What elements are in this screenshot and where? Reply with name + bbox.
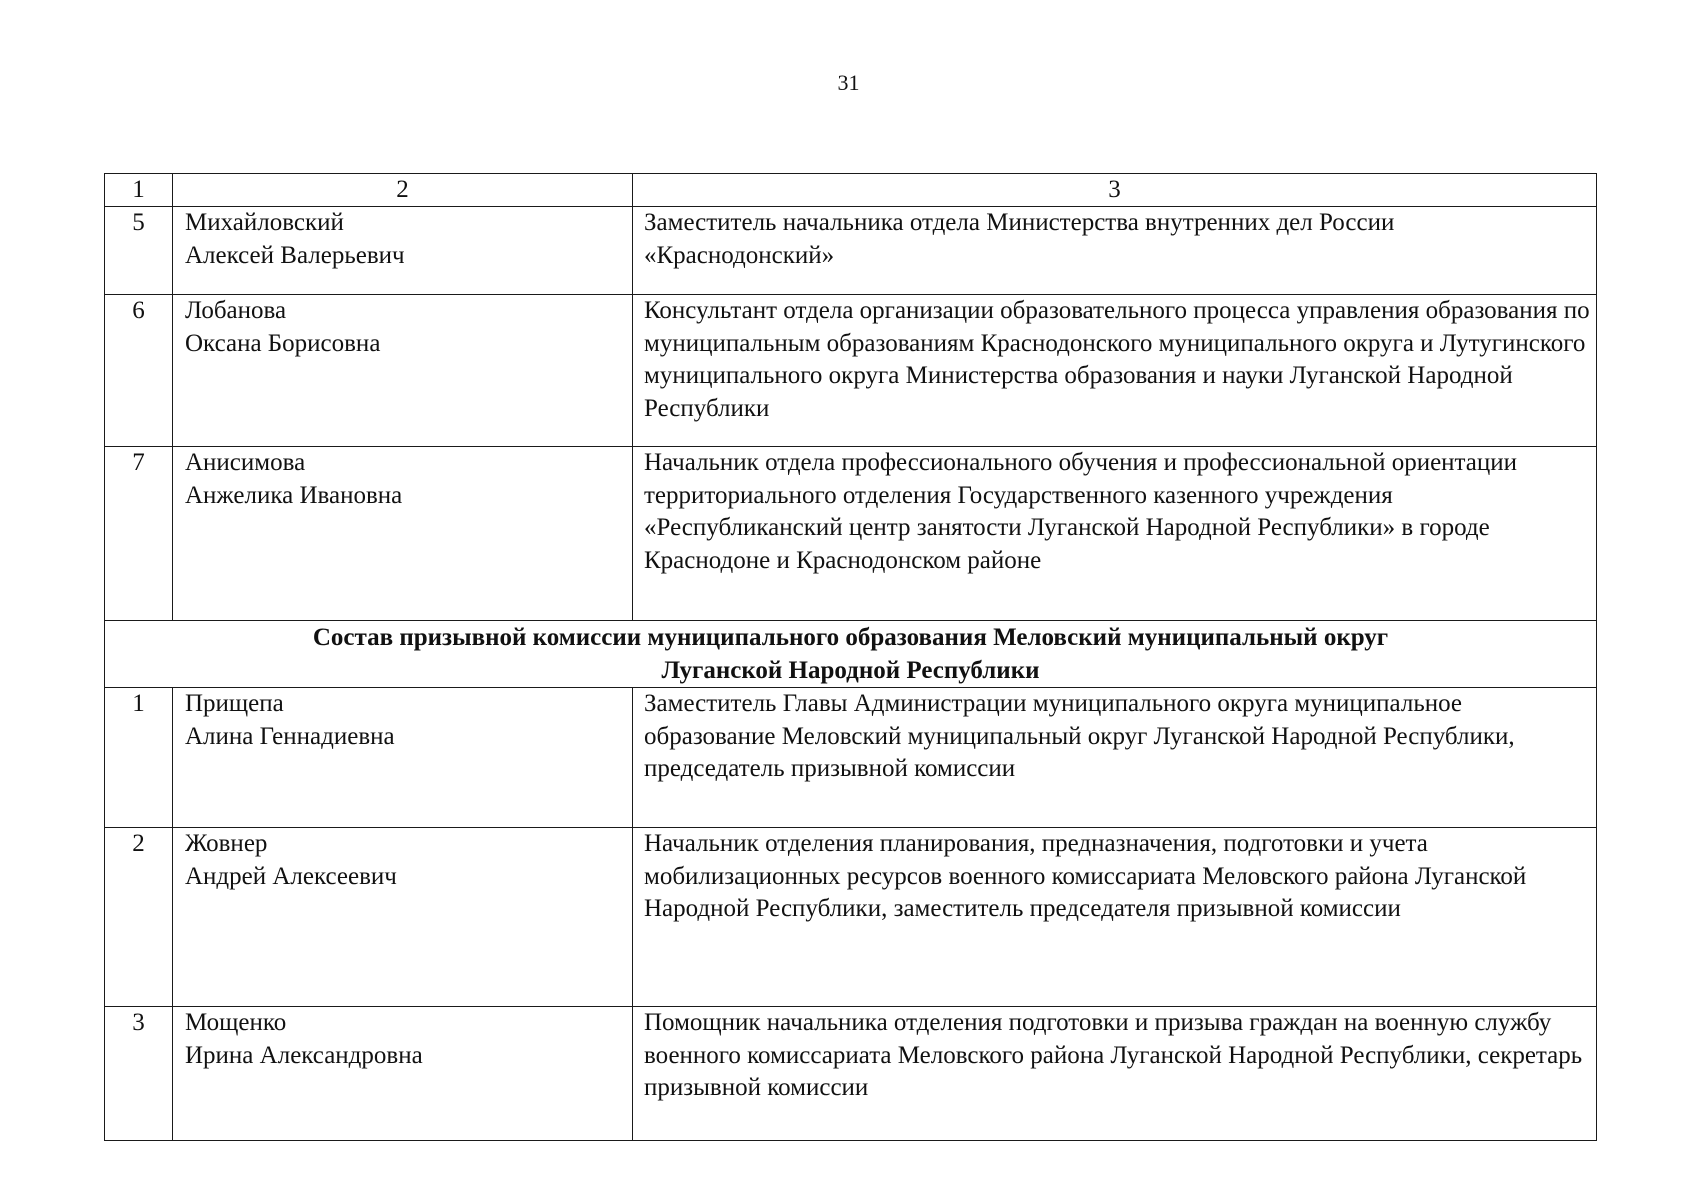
table-row	[105, 828, 1597, 1007]
row-number: 1	[105, 688, 173, 828]
commission-table	[104, 173, 1597, 1141]
member-given-name: Анжелика Ивановна	[185, 481, 403, 509]
member-given-name: Андрей Алексеевич	[185, 862, 397, 890]
member-position: Начальник отделения планирования, предназначения, подготовки и учета мобилизационных ресурсов военного комиссариата Меловского района Луганской Народной Республики, заместитель председателя призывной комиссии	[633, 828, 1597, 1007]
table-row	[105, 688, 1597, 828]
page-number: 31	[837, 70, 860, 95]
row-number: 5	[105, 207, 173, 295]
member-given-name: Алексей Валерьевич	[185, 241, 405, 269]
member-position: Начальник отдела профессионального обучения и профессиональной ориентации территориального отделения Государственного казенного учреждения «Республиканский центр занятости Луганской Народной Республики» в городе Краснодоне и Краснодонском районе	[633, 447, 1597, 621]
table-row	[105, 447, 1597, 621]
member-surname: Михайловский	[185, 209, 344, 236]
member-given-name: Алина Геннадиевна	[185, 722, 395, 750]
table-row	[105, 207, 1597, 295]
table-row	[105, 295, 1597, 447]
section-title-line-2: Луганской Народной Республики	[661, 657, 1040, 684]
member-position: Заместитель Главы Администрации муниципального округа муниципальное образование Меловский муниципальный округ Луганской Народной Республики, председатель призывной комиссии	[633, 688, 1597, 828]
row-number: 2	[105, 828, 173, 1007]
member-surname: Прищепа	[185, 690, 284, 717]
section-title-row	[105, 621, 1597, 688]
member-surname: Анисимова	[185, 449, 306, 476]
member-name	[173, 295, 633, 447]
row-number: 6	[105, 295, 173, 447]
member-position: Помощник начальника отделения подготовки и призыва граждан на военную службу военного комиссариата Меловского района Луганской Народной Республики, секретарь призывной комиссии	[633, 1007, 1597, 1141]
row-number: 7	[105, 447, 173, 621]
column-header-2: 2	[173, 174, 633, 207]
member-name	[173, 207, 633, 295]
member-name	[173, 828, 633, 1007]
member-surname: Жовнер	[185, 830, 268, 857]
member-surname: Лобанова	[185, 297, 287, 324]
section-title-line-1: Состав призывной комиссии муниципального образования Меловский муниципальный округ	[312, 624, 1389, 651]
table-header-row	[105, 174, 1597, 207]
member-position: Заместитель начальника отдела Министерства внутренних дел России «Краснодонский»	[633, 207, 1597, 295]
row-number: 3	[105, 1007, 173, 1141]
member-given-name: Ирина Александровна	[185, 1041, 423, 1069]
member-name	[173, 688, 633, 828]
column-header-3: 3	[633, 174, 1597, 207]
member-name	[173, 1007, 633, 1141]
section-title	[105, 621, 1597, 688]
member-surname: Мощенко	[185, 1009, 287, 1036]
column-header-1: 1	[105, 174, 173, 207]
member-given-name: Оксана Борисовна	[185, 329, 381, 357]
member-position: Консультант отдела организации образовательного процесса управления образования по муниципальным образованиям Краснодонского муниципального округа и Лутугинского муниципального округа Министерства образования и науки Луганской Народной Республики	[633, 295, 1597, 447]
member-name	[173, 447, 633, 621]
table-row	[105, 1007, 1597, 1141]
